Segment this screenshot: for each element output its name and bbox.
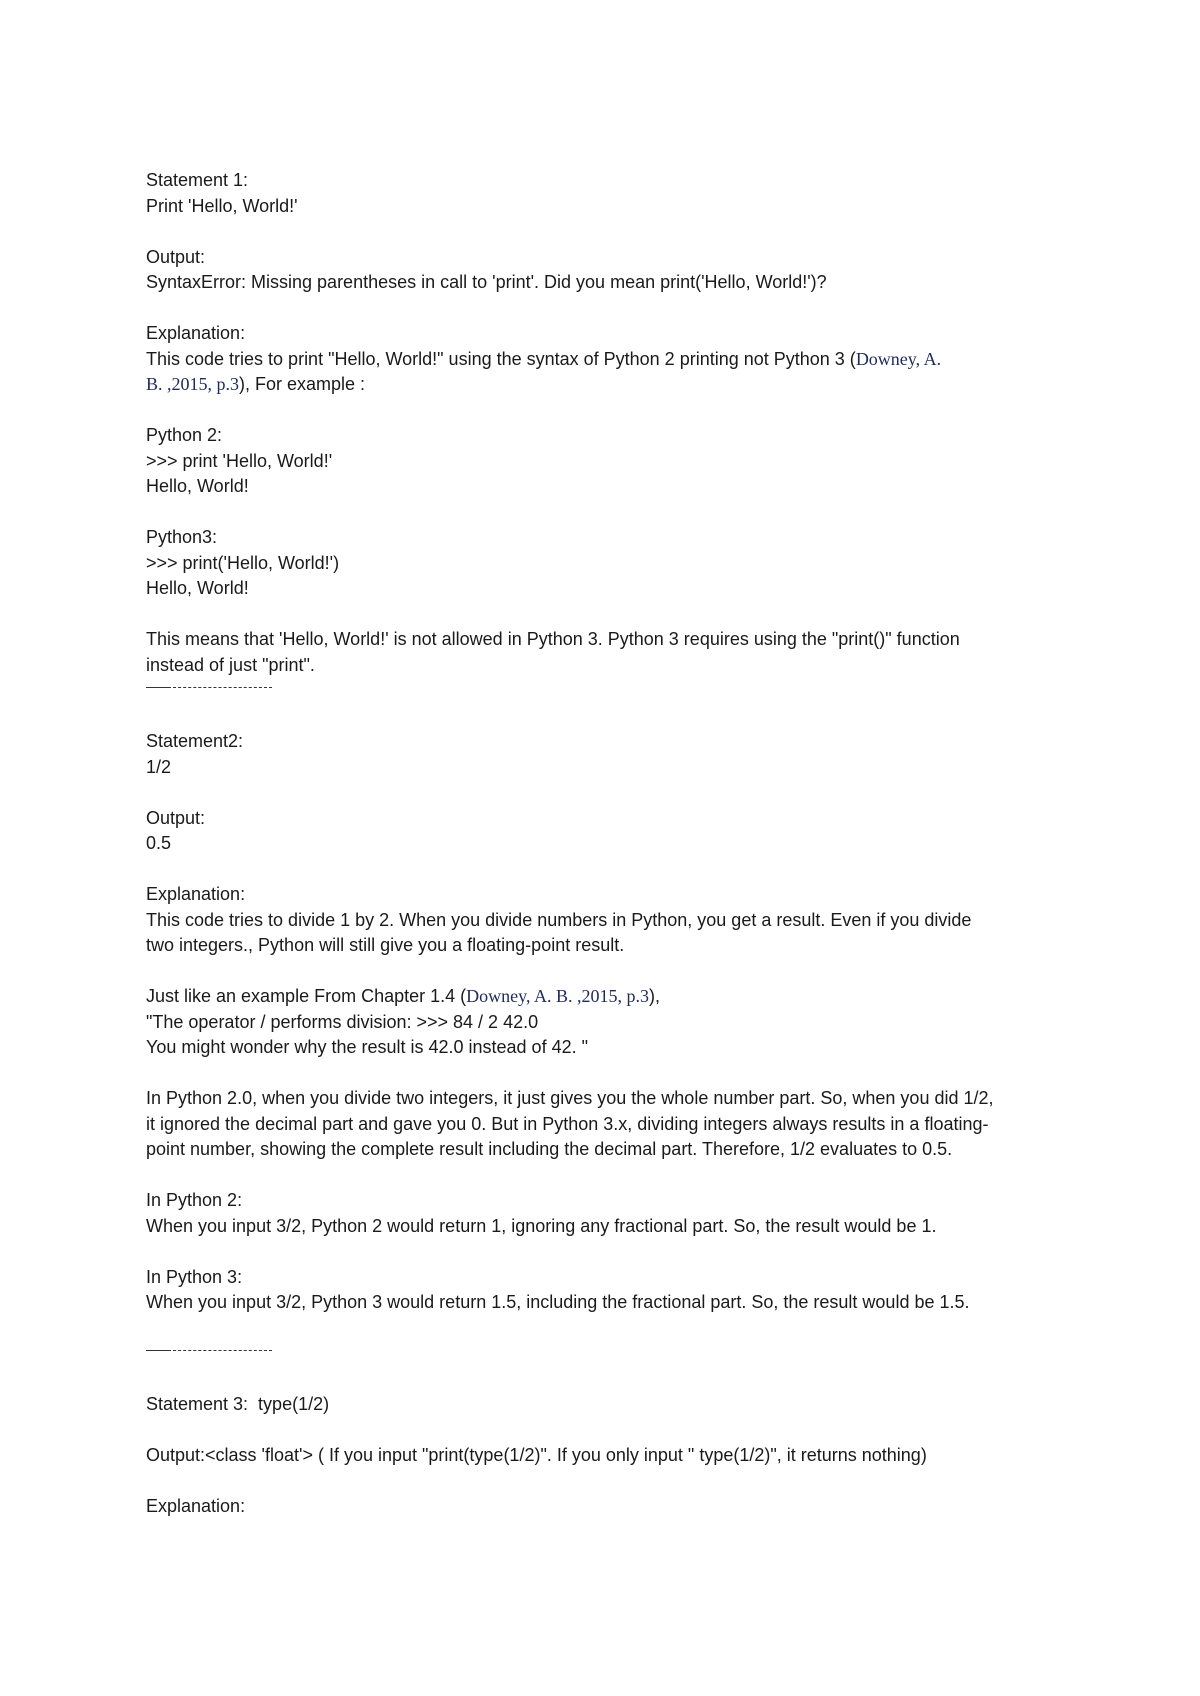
spacer xyxy=(146,398,1066,424)
statement3-output-line: Output:<class 'float'> ( If you input "print(type(1/2)". If you only input " type(1/2)", it returns nothing) xyxy=(146,1445,927,1465)
statement1-py2-label: Python 2: xyxy=(146,425,223,445)
statement1-py3-output: Hello, World! xyxy=(146,578,249,598)
statement2-output-label: Output: xyxy=(146,807,206,828)
statement2-quote-line1: "The operator / performs division: >>> 84 / 2 42.0 xyxy=(146,1011,539,1032)
statement1-py3-label: Python3: xyxy=(146,527,218,547)
statement1-conclusion-line2: instead of just "print". xyxy=(146,654,315,675)
example-text: ), xyxy=(648,986,660,1006)
statement2-explanation-label: Explanation: xyxy=(146,884,246,904)
spacer xyxy=(146,1418,1066,1444)
spacer xyxy=(146,1367,1066,1393)
citation: B. ,2015, p.3 xyxy=(146,374,240,394)
example-text: Just like an example From Chapter 1.4 ( xyxy=(146,986,467,1006)
statement2-py2-text: When you input 3/2, Python 2 would return 1, ignoring any fractional part. So, the result would be 1. xyxy=(146,1215,937,1236)
statement1-heading: Statement 1: xyxy=(146,170,249,190)
spacer xyxy=(146,704,1066,730)
explanation-text: ), For example : xyxy=(239,374,366,394)
statement3-heading: Statement 3: type(1/2) xyxy=(146,1394,330,1414)
spacer xyxy=(146,1469,1066,1495)
statement2-heading: Statement2: xyxy=(146,731,244,751)
spacer xyxy=(146,602,1066,628)
citation: Downey, A. B. ,2015, p.3 xyxy=(466,986,649,1006)
section-divider xyxy=(146,1341,1066,1367)
statement2-py3-text: When you input 3/2, Python 3 would return 1.5, including the fractional part. So, the result would be 1.5. xyxy=(146,1292,970,1312)
statement1-py2-output: Hello, World! xyxy=(146,476,249,496)
statement2-explanation-line2: two integers., Python will still give you a floating-point result. xyxy=(146,935,625,955)
statement2-py3-label: In Python 3: xyxy=(146,1266,243,1287)
spacer xyxy=(146,780,1066,806)
spacer xyxy=(146,1239,1066,1265)
statement2-para-line2: it ignored the decimal part and gave you 0. But in Python 3.x, dividing integers always results in a floating- xyxy=(146,1113,989,1134)
spacer xyxy=(146,959,1066,985)
document-page xyxy=(146,168,1066,1520)
statement1-output-value: SyntaxError: Missing parentheses in call to 'print'. Did you mean print('Hello, World!')? xyxy=(146,272,827,292)
spacer xyxy=(146,1163,1066,1189)
spacer xyxy=(146,857,1066,883)
statement1-explanation-line2 xyxy=(146,372,1066,398)
statement2-quote-line2: You might wonder why the result is 42.0 instead of 42. " xyxy=(146,1037,588,1057)
spacer xyxy=(146,1061,1066,1087)
spacer xyxy=(146,1316,1066,1342)
statement2-code: 1/2 xyxy=(146,756,172,777)
statement2-para-line1: In Python 2.0, when you divide two integers, it just gives you the whole number part. So, when you did 1/2, xyxy=(146,1088,994,1108)
statement2-example-line xyxy=(146,984,1066,1010)
spacer xyxy=(146,500,1066,526)
spacer xyxy=(146,219,1066,245)
statement2-py2-label: In Python 2: xyxy=(146,1190,243,1210)
statement1-py2-prompt: >>> print 'Hello, World!' xyxy=(146,450,333,471)
statement1-conclusion-line1: This means that 'Hello, World!' is not allowed in Python 3. Python 3 requires using the "print()" function xyxy=(146,629,960,649)
statement3-explanation-label: Explanation: xyxy=(146,1496,246,1516)
statement2-para-line3: point number, showing the complete result including the decimal part. Therefore, 1/2 evaluates to 0.5. xyxy=(146,1139,953,1159)
statement1-output-label: Output: xyxy=(146,246,206,267)
statement2-output-value: 0.5 xyxy=(146,833,172,853)
statement1-explanation-label: Explanation: xyxy=(146,323,246,343)
section-divider xyxy=(146,678,1066,704)
statement2-explanation-line1: This code tries to divide 1 by 2. When you divide numbers in Python, you get a result. Even if you divide xyxy=(146,909,972,930)
spacer xyxy=(146,296,1066,322)
explanation-text: This code tries to print "Hello, World!" using the syntax of Python 2 printing not Python 3 ( xyxy=(146,348,856,369)
citation: Downey, A. xyxy=(855,348,942,369)
statement1-py3-prompt: >>> print('Hello, World!') xyxy=(146,552,340,573)
statement1-explanation-line1 xyxy=(146,347,1066,373)
statement1-code: Print 'Hello, World!' xyxy=(146,195,298,216)
